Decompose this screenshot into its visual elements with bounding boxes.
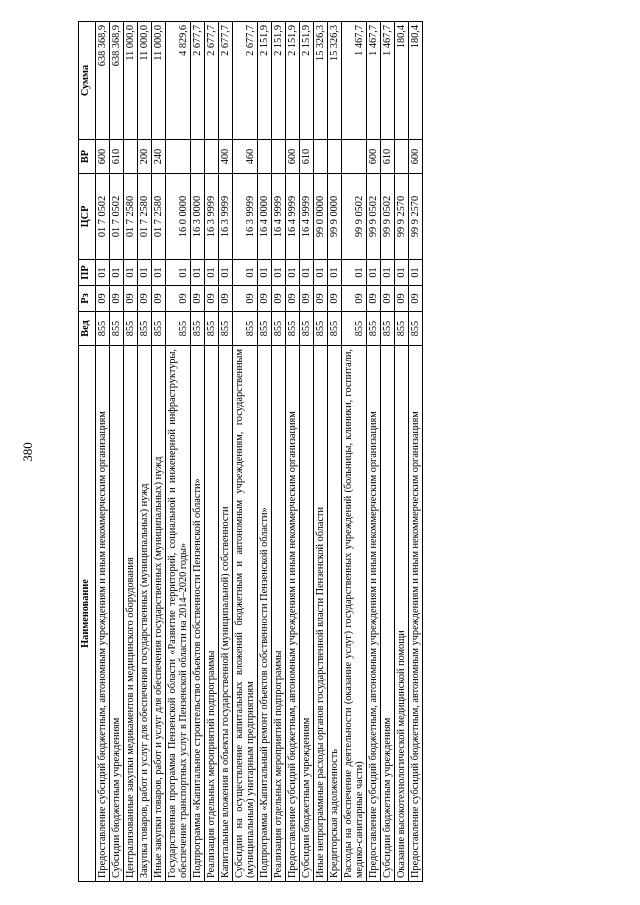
cell-sum: 2 677,7	[233, 22, 258, 140]
cell-name: Субсидии бюджетным учреждениям	[110, 346, 124, 882]
cell-name: Иные непрограммные расходы органов государственной власти Пензенской области	[314, 346, 328, 882]
cell-vr	[342, 140, 367, 174]
table-row	[342, 22, 367, 882]
table-row	[272, 22, 286, 882]
cell-ved: 855	[314, 312, 328, 346]
cell-csr: 16 3 9999	[233, 174, 258, 260]
cell-name: Реализация отдельных мероприятий подпрограммы	[205, 346, 219, 882]
cell-rz: 09	[328, 286, 342, 312]
cell-name: Предоставление субсидий бюджетным, автономным учреждениям и иным некоммерческим организациям	[367, 346, 381, 882]
cell-name: Расходы на обеспечение деятельности (оказание услуг) государственных учреждений (больницы, клиники, госпитали, медико-санитарные части)	[342, 346, 367, 882]
cell-sum: 15 326,3	[328, 22, 342, 140]
cell-vr	[395, 140, 409, 174]
cell-csr: 99 9 0502	[342, 174, 367, 260]
budget-table-container	[78, 22, 622, 882]
cell-name: Субсидии бюджетным учреждениям	[300, 346, 314, 882]
table-row	[152, 22, 166, 882]
cell-rz: 09	[110, 286, 124, 312]
cell-rz: 09	[152, 286, 166, 312]
cell-csr: 16 3 9999	[219, 174, 233, 260]
table-row	[191, 22, 205, 882]
cell-csr: 99 9 2570	[409, 174, 423, 260]
cell-ved: 855	[233, 312, 258, 346]
cell-pr: 01	[258, 260, 272, 286]
cell-ved: 855	[367, 312, 381, 346]
cell-rz: 09	[205, 286, 219, 312]
cell-sum: 2 151,9	[300, 22, 314, 140]
cell-pr: 01	[367, 260, 381, 286]
cell-name: Закупка товаров, работ и услуг для обеспечения государственных (муниципальных) нужд	[138, 346, 152, 882]
table-row	[219, 22, 233, 882]
table-row	[233, 22, 258, 882]
cell-ved: 855	[152, 312, 166, 346]
col-header-ved: Вед	[79, 312, 96, 346]
cell-rz: 09	[381, 286, 395, 312]
cell-ved: 855	[138, 312, 152, 346]
cell-csr: 16 4 9999	[286, 174, 300, 260]
col-header-csr: ЦСР	[79, 174, 96, 260]
table-row	[367, 22, 381, 882]
cell-csr: 99 9 0000	[328, 174, 342, 260]
cell-name: Предоставление субсидий бюджетным, автономным учреждениям и иным некоммерческим организациям	[96, 346, 110, 882]
cell-sum: 11 000,0	[138, 22, 152, 140]
table-row	[328, 22, 342, 882]
col-header-pr: ПР	[79, 260, 96, 286]
cell-vr: 460	[233, 140, 258, 174]
col-header-vr: ВР	[79, 140, 96, 174]
cell-pr: 01	[205, 260, 219, 286]
cell-rz: 09	[395, 286, 409, 312]
cell-sum: 2 677,7	[205, 22, 219, 140]
cell-pr: 01	[328, 260, 342, 286]
cell-rz: 09	[191, 286, 205, 312]
cell-rz: 09	[409, 286, 423, 312]
table-row	[381, 22, 395, 882]
cell-rz: 09	[233, 286, 258, 312]
cell-sum: 180,4	[395, 22, 409, 140]
cell-rz: 09	[166, 286, 191, 312]
table-header-row	[79, 22, 96, 882]
cell-vr: 240	[152, 140, 166, 174]
cell-vr: 400	[219, 140, 233, 174]
cell-vr: 610	[300, 140, 314, 174]
cell-pr: 01	[219, 260, 233, 286]
cell-vr	[205, 140, 219, 174]
cell-pr: 01	[138, 260, 152, 286]
cell-csr: 16 3 9999	[205, 174, 219, 260]
cell-sum: 11 000,0	[152, 22, 166, 140]
cell-sum: 180,4	[409, 22, 423, 140]
cell-csr: 99 9 0502	[381, 174, 395, 260]
cell-rz: 09	[342, 286, 367, 312]
cell-sum: 638 368,9	[110, 22, 124, 140]
cell-pr: 01	[409, 260, 423, 286]
cell-rz: 09	[367, 286, 381, 312]
cell-name: Предоставление субсидий бюджетным, автономным учреждениям и иным некоммерческим организациям	[409, 346, 423, 882]
cell-ved: 855	[342, 312, 367, 346]
table-row	[300, 22, 314, 882]
table-row	[124, 22, 138, 882]
cell-ved: 855	[286, 312, 300, 346]
table-row	[286, 22, 300, 882]
cell-sum: 4 829,6	[166, 22, 191, 140]
cell-rz: 09	[300, 286, 314, 312]
cell-ved: 855	[328, 312, 342, 346]
cell-name: Кредиторская задолженность	[328, 346, 342, 882]
cell-name: Субсидии бюджетным учреждениям	[381, 346, 395, 882]
cell-csr: 16 4 9999	[300, 174, 314, 260]
cell-csr: 99 9 2570	[395, 174, 409, 260]
cell-pr: 01	[272, 260, 286, 286]
cell-pr: 01	[286, 260, 300, 286]
cell-ved: 855	[110, 312, 124, 346]
table-row	[395, 22, 409, 882]
cell-ved: 855	[258, 312, 272, 346]
cell-rz: 09	[272, 286, 286, 312]
cell-pr: 01	[191, 260, 205, 286]
cell-vr	[272, 140, 286, 174]
cell-csr: 01 7 0502	[110, 174, 124, 260]
col-header-rz: Рз	[79, 286, 96, 312]
cell-sum: 1 467,7	[342, 22, 367, 140]
cell-ved: 855	[409, 312, 423, 346]
cell-vr: 200	[138, 140, 152, 174]
cell-csr: 01 7 0502	[96, 174, 110, 260]
cell-sum: 15 326,3	[314, 22, 328, 140]
cell-pr: 01	[381, 260, 395, 286]
cell-rz: 09	[96, 286, 110, 312]
cell-ved: 855	[219, 312, 233, 346]
cell-name: Реализация отдельных мероприятий подпрограммы	[272, 346, 286, 882]
cell-pr: 01	[96, 260, 110, 286]
cell-vr: 600	[286, 140, 300, 174]
cell-rz: 09	[258, 286, 272, 312]
table-row	[409, 22, 423, 882]
page-number: 380	[20, 442, 35, 462]
cell-rz: 09	[138, 286, 152, 312]
budget-table	[78, 21, 423, 882]
cell-ved: 855	[166, 312, 191, 346]
cell-vr	[258, 140, 272, 174]
cell-sum: 1 467,7	[381, 22, 395, 140]
cell-pr: 01	[395, 260, 409, 286]
table-row	[96, 22, 110, 882]
cell-sum: 11 000,0	[124, 22, 138, 140]
cell-name: Централизованные закупки медикаментов и медицинского оборудования	[124, 346, 138, 882]
cell-pr: 01	[342, 260, 367, 286]
cell-vr	[314, 140, 328, 174]
col-header-sum: Сумма	[79, 22, 96, 140]
cell-name: Предоставление субсидий бюджетным, автономным учреждениям и иным некоммерческим организациям	[286, 346, 300, 882]
cell-pr: 01	[110, 260, 124, 286]
cell-rz: 09	[219, 286, 233, 312]
table-row	[166, 22, 191, 882]
cell-csr: 16 4 9999	[272, 174, 286, 260]
table-row	[258, 22, 272, 882]
cell-csr: 01 7 2580	[152, 174, 166, 260]
cell-name: Иные закупки товаров, работ и услуг для обеспечения государственных (муниципальных) нужд	[152, 346, 166, 882]
cell-csr: 99 9 0502	[367, 174, 381, 260]
cell-name: Субсидии на осуществление капитальных вложений бюджетным и автономным учреждениям, государственным (муниципальным) унитарным предприятиям	[233, 346, 258, 882]
cell-name: Подпрограмма «Капитальное строительство объектов собственности Пензенской области»	[191, 346, 205, 882]
cell-vr: 600	[409, 140, 423, 174]
table-row	[110, 22, 124, 882]
cell-ved: 855	[272, 312, 286, 346]
cell-csr: 99 0 0000	[314, 174, 328, 260]
cell-pr: 01	[300, 260, 314, 286]
cell-sum: 1 467,7	[367, 22, 381, 140]
cell-vr	[191, 140, 205, 174]
cell-sum: 2 151,9	[272, 22, 286, 140]
cell-csr: 01 7 2580	[138, 174, 152, 260]
cell-csr: 01 7 2580	[124, 174, 138, 260]
cell-name: Капитальные вложения в объекты государственной (муниципальной) собственности	[219, 346, 233, 882]
cell-sum: 2 151,9	[286, 22, 300, 140]
col-header-name: Наименование	[79, 346, 96, 882]
cell-vr	[166, 140, 191, 174]
cell-rz: 09	[124, 286, 138, 312]
cell-ved: 855	[205, 312, 219, 346]
cell-ved: 855	[96, 312, 110, 346]
cell-ved: 855	[395, 312, 409, 346]
cell-vr: 600	[96, 140, 110, 174]
cell-sum: 638 368,9	[96, 22, 110, 140]
cell-sum: 2 677,7	[219, 22, 233, 140]
table-row	[205, 22, 219, 882]
cell-name: Подпрограмма «Капитальный ремонт объектов собственности Пензенской области»	[258, 346, 272, 882]
cell-name: Государственная программа Пензенской области «Развитие территорий, социальной и инженерной инфраструктуры, обеспечение транспортных услуг в Пензенской области на 2014–2020 годы»	[166, 346, 191, 882]
cell-ved: 855	[381, 312, 395, 346]
cell-vr: 600	[367, 140, 381, 174]
cell-sum: 2 677,7	[191, 22, 205, 140]
cell-pr: 01	[152, 260, 166, 286]
cell-pr: 01	[314, 260, 328, 286]
cell-csr: 16 3 0000	[191, 174, 205, 260]
cell-pr: 01	[166, 260, 191, 286]
cell-pr: 01	[233, 260, 258, 286]
cell-name: Оказание высокотехнологической медицинской помощи	[395, 346, 409, 882]
cell-sum: 2 151,9	[258, 22, 272, 140]
cell-pr: 01	[124, 260, 138, 286]
cell-rz: 09	[314, 286, 328, 312]
cell-ved: 855	[124, 312, 138, 346]
cell-vr	[124, 140, 138, 174]
cell-vr: 610	[381, 140, 395, 174]
cell-vr	[328, 140, 342, 174]
table-body	[96, 22, 423, 882]
table-row	[314, 22, 328, 882]
table-row	[138, 22, 152, 882]
cell-csr: 16 4 0000	[258, 174, 272, 260]
cell-ved: 855	[191, 312, 205, 346]
cell-vr: 610	[110, 140, 124, 174]
cell-rz: 09	[286, 286, 300, 312]
cell-ved: 855	[300, 312, 314, 346]
cell-csr: 16 0 0000	[166, 174, 191, 260]
